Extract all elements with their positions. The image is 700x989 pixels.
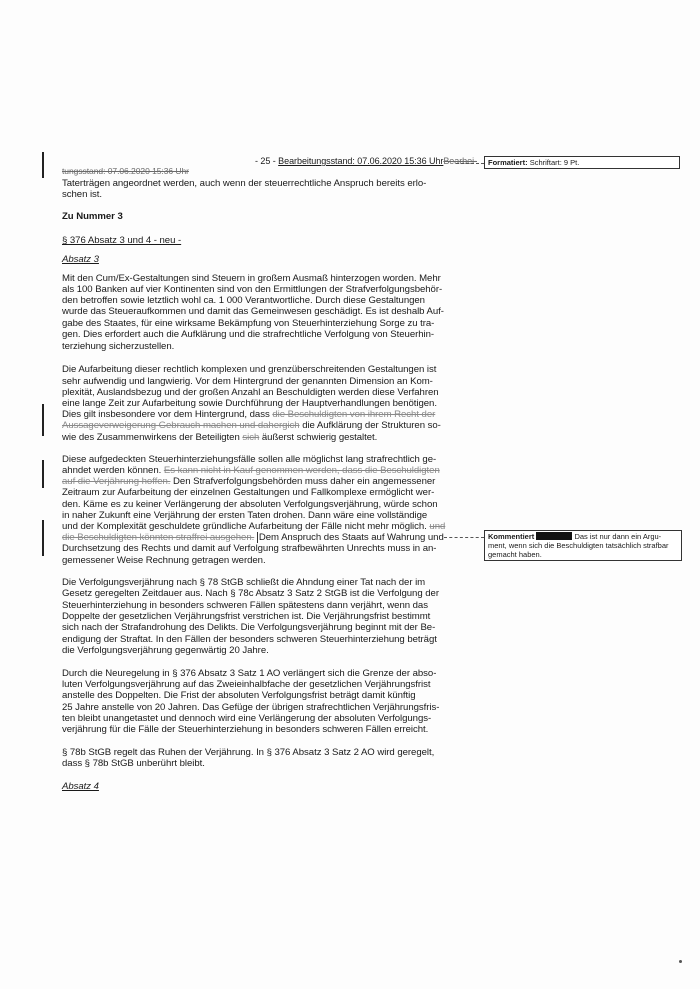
page-number: - 25 - [255, 156, 276, 166]
text-line: Durch die Neuregelung in § 376 Absatz 3 Satz 1 AO verlängert sich die Grenze der abso- [62, 668, 437, 679]
stamp-inserted: Bearbeitungsstand: 07.06.2020 15:36 Uhr [278, 156, 444, 166]
text-line: als 100 Banken auf vier Kontinenten sind von den Ermittlungen der Strafverfolgungsbehör- [62, 284, 443, 295]
text-line [62, 532, 444, 543]
text-line: den. Käme es zu keiner Verlängerung der absoluten Verfolgungsverjährung, würde schon [62, 499, 438, 510]
text-span: Dem Anspruch des Staats auf Wahrung und [258, 532, 444, 543]
stamp-deleted-tail: Bearbei- [443, 156, 477, 166]
comment-text: Das ist nur dann ein Argu- [574, 532, 662, 541]
text-line [62, 521, 445, 532]
section-heading: Zu Nummer 3 [62, 211, 123, 222]
text-line: ten bleibt unangetastet und dennoch wird eine Verlängerung der absoluten Verfolgungs- [62, 713, 432, 724]
deleted-text: Es kann nicht in Kauf genommen werden, dass die Beschuldigten [163, 465, 440, 476]
text-line: verjährung für die Fälle der Steuerhinterziehung in besonders schweren Fällen erreicht. [62, 724, 429, 735]
deleted-text: sich [242, 432, 260, 443]
absatz3-heading: Absatz 3 [62, 254, 99, 265]
text-line [62, 420, 441, 431]
intro-line-2: schen ist. [62, 189, 103, 200]
text-line: Steuerhinterziehung in besonders schweren Fällen spätestens dann verjährt, wenn das [62, 600, 428, 611]
text-line: sich nach der Strafandrohung des Delikts. Die Verfolgungsverjährung beginnt mit der Be- [62, 622, 436, 633]
text-span: Dies gilt insbesondere vor dem Hintergrund, dass [62, 409, 270, 420]
text-line: § 78b StGB regelt das Ruhen der Verjährung. In § 376 Absatz 3 Satz 2 AO wird geregelt, [62, 747, 435, 758]
section-subheading: § 376 Absatz 3 und 4 - neu - [62, 235, 182, 246]
reviewer-comment [484, 530, 682, 561]
intro-line-1: Taterträgen angeordnet werden, auch wenn der steuerrechtliche Anspruch bereits erlo- [62, 178, 427, 189]
text-line: Diese aufgedeckten Steuerhinterziehungsfälle sollen alle möglichst lang strafrechtlich ge- [62, 454, 437, 465]
text-span: die Aufklärung der Strukturen so- [302, 420, 441, 431]
change-bar [42, 520, 44, 556]
text-line: den betroffen sowie letztlich wohl ca. 1 000 Verantwortliche. Durch diese Gestaltungen [62, 295, 425, 306]
text-line: gabe des Staates, für eine wirksame Bekämpfung von Steuerhinterziehung Sorge zu tra- [62, 318, 435, 329]
text-line: dass § 78b StGB unberührt bleibt. [62, 758, 205, 769]
comment-text: ment, wenn sich die Beschuldigten tatsächlich strafbar [488, 541, 669, 550]
absatz4-heading: Absatz 4 [62, 781, 99, 792]
text-line: endigung der Straftat. In den Fällen der besonders schweren Steuerhinterziehung beträgt [62, 634, 437, 645]
format-comment [484, 156, 680, 169]
text-line: Gesetz geregelten Zeitdauer aus. Nach § 78c Absatz 3 Satz 2 StGB ist die Verfolgung der [62, 588, 439, 599]
deleted-text: die Beschuldigten könnten straffrei ausgehen. [62, 532, 255, 543]
text-line: Doppelte der gesetzlichen Verjährungsfrist verstrichen ist. Die Verjährungsfrist bestimmt [62, 611, 431, 622]
text-span: Den Strafverfolgungsbehörden muss daher ein angemessener [173, 476, 436, 487]
text-line [62, 476, 435, 487]
deleted-text: die Beschuldigten von ihrem Recht der [272, 409, 436, 420]
text-line [62, 432, 377, 443]
text-line: Mit den Cum/Ex-Gestaltungen sind Steuern in großem Ausmaß hinterzogen worden. Mehr [62, 273, 441, 284]
text-line: wurde das Steueraufkommen und damit das Gemeinwesen geschädigt. Es ist deshalb Auf- [62, 306, 444, 317]
format-text: Schriftart: 9 Pt. [529, 158, 580, 167]
text-line: luten Verfolgungsverjährung auf das Zweieinhalbfache der gesetzlichen Verjährungsfrist [62, 679, 431, 690]
scan-speck [679, 960, 682, 963]
change-bar [42, 152, 44, 178]
text-line: terziehung sicherzustellen. [62, 341, 175, 352]
comment-label: Kommentiert [488, 532, 535, 541]
deleted-text: und [429, 521, 446, 532]
text-line: plexität, Auslandsbezug und der großen Anzahl an Beschuldigten werden diese Verfahren [62, 387, 439, 398]
text-line: anstelle des Doppelten. Die Frist der absoluten Verfolgungsfrist beträgt damit künftig [62, 690, 416, 701]
comment-text: gemacht haben. [488, 550, 542, 559]
text-line: die Verfolgungsverjährung gegenwärtig 20 Jahre. [62, 645, 269, 656]
comment-leader [444, 537, 484, 538]
text-line: Zeitraum zur Aufarbeitung der einzelnen Gestaltungen und Fallkomplexe ermöglicht wer- [62, 487, 435, 498]
text-span: äußerst schwierig gestaltet. [261, 432, 378, 443]
deleted-text: auf die Verjährung hoffen. [62, 476, 171, 487]
deleted-text: Aussageverweigerung Gebrauch machen und dahergich [62, 420, 300, 431]
text-line: Durchsetzung des Rechts und damit auf Verfolgung strafbewährten Unrechts muss in an- [62, 543, 437, 554]
header-line [255, 156, 477, 167]
change-bar [42, 460, 44, 488]
text-line: gen. Dies erfordert auch die Aufklärung und die strafrechtliche Verfolgung von Steuerhin- [62, 329, 435, 340]
text-line [62, 409, 435, 420]
text-line: Die Verfolgungsverjährung nach § 78 StGB schließt die Ahndung einer Tat nach der im [62, 577, 426, 588]
text-line: 25 Jahre anstelle von 20 Jahren. Das Gefüge der übrigen strafrechtlichen Verjährungsfris- [62, 702, 440, 713]
stamp-deleted: tungsstand: 07.06.2020 15:36 Uhr [62, 166, 189, 176]
text-line: sehr aufwendig und langwierig. Vor dem Hintergrund der genannten Dimension an Kom- [62, 376, 433, 387]
change-bar [42, 404, 44, 436]
text-line [62, 465, 440, 476]
text-span: ahndet werden können. [62, 465, 162, 476]
text-line: in naher Zukunft eine Verjährung der ersten Taten drohen. Dann wäre eine vollständige [62, 510, 428, 521]
text-line: eine lange Zeit zur Aufarbeitung sowie Durchführung der Hauptverhandlungen benötigen. [62, 398, 437, 409]
format-leader [456, 163, 484, 164]
text-span: wie des Zusammenwirkens der Beteiligten [62, 432, 240, 443]
text-line: Die Aufarbeitung dieser rechtlich komplexen und grenzüberschreitenden Gestaltungen ist [62, 364, 437, 375]
text-span: und der Komplexität geschuldete gründliche Aufarbeitung der Fälle nicht mehr möglich. [62, 521, 427, 532]
text-line: gemessener Weise Rechnung getragen werden. [62, 555, 266, 566]
redaction-bar [536, 532, 572, 540]
format-label: Formatiert: [488, 158, 528, 167]
